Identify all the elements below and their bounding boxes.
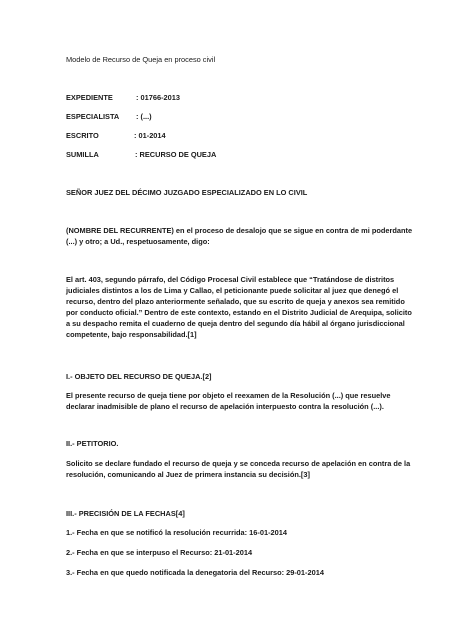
- field-label: SUMILLA: [66, 150, 99, 159]
- field-label: EXPEDIENTE: [66, 93, 113, 102]
- legal-basis-paragraph: El art. 403, segundo párrafo, del Código Procesal Civil establece que “Tratándose de distritos judiciales distintos a los de Lima y Callao, el peticionante puede solicitar al juez que denegó el recurso, dentro del plazo anteriormente señalado, que su escrito de queja y anexos sea remitido por conducto oficial.” Dentro de este contexto, estando en el Distrito Judicial de Arequipa, solicito a su despacho remita el cuaderno de queja dentro del segundo día hábil al órgano jurisdiccional competente, bajo responsabilidad.[1]: [66, 275, 412, 339]
- date-item: 2.- Fecha en que se interpuso el Recurso: 21-01-2014: [66, 548, 253, 557]
- field-value: : 01766-2013: [136, 93, 180, 102]
- date-item: 1.- Fecha en que se notificó la resolución recurrida: 16-01-2014: [66, 528, 287, 537]
- section-body-petitorio: Solicito se declare fundado el recurso de queja y se conceda recurso de apelación en contra de la resolución, comunicando al Juez de primera instancia su decisión.[3]: [66, 459, 411, 479]
- section-heading-petitorio: II.- PETITORIO.: [66, 439, 119, 448]
- field-value: : 01-2014: [134, 131, 166, 140]
- document-title: Modelo de Recurso de Queja en proceso civil: [66, 55, 216, 64]
- section-heading-fechas: III.- PRECISIÓN DE LA FECHAS[4]: [66, 509, 185, 518]
- intro-paragraph: (NOMBRE DEL RECURRENTE) en el proceso de desalojo que se sigue en contra de mi poderdante (...) y otro; a Ud., respetuosamente, digo:: [66, 226, 413, 246]
- addressee: SEÑOR JUEZ DEL DÉCIMO JUZGADO ESPECIALIZADO EN LO CIVIL: [66, 188, 308, 197]
- field-value: : (...): [136, 112, 152, 121]
- field-value: : RECURSO DE QUEJA: [135, 150, 217, 159]
- section-heading-objeto: I.- OBJETO DEL RECURSO DE QUEJA.[2]: [66, 372, 212, 381]
- field-label: ESCRITO: [66, 131, 99, 140]
- section-body-objeto: El presente recurso de queja tiene por objeto el reexamen de la Resolución (...) que resuelve declarar inadmisible de plano el recurso de apelación interpuesto contra la resolución (...).: [66, 391, 391, 411]
- field-label: ESPECIALISTA: [66, 112, 120, 121]
- date-item: 3.- Fecha en que quedo notificada la denegatoria del Recurso: 29-01-2014: [66, 568, 324, 577]
